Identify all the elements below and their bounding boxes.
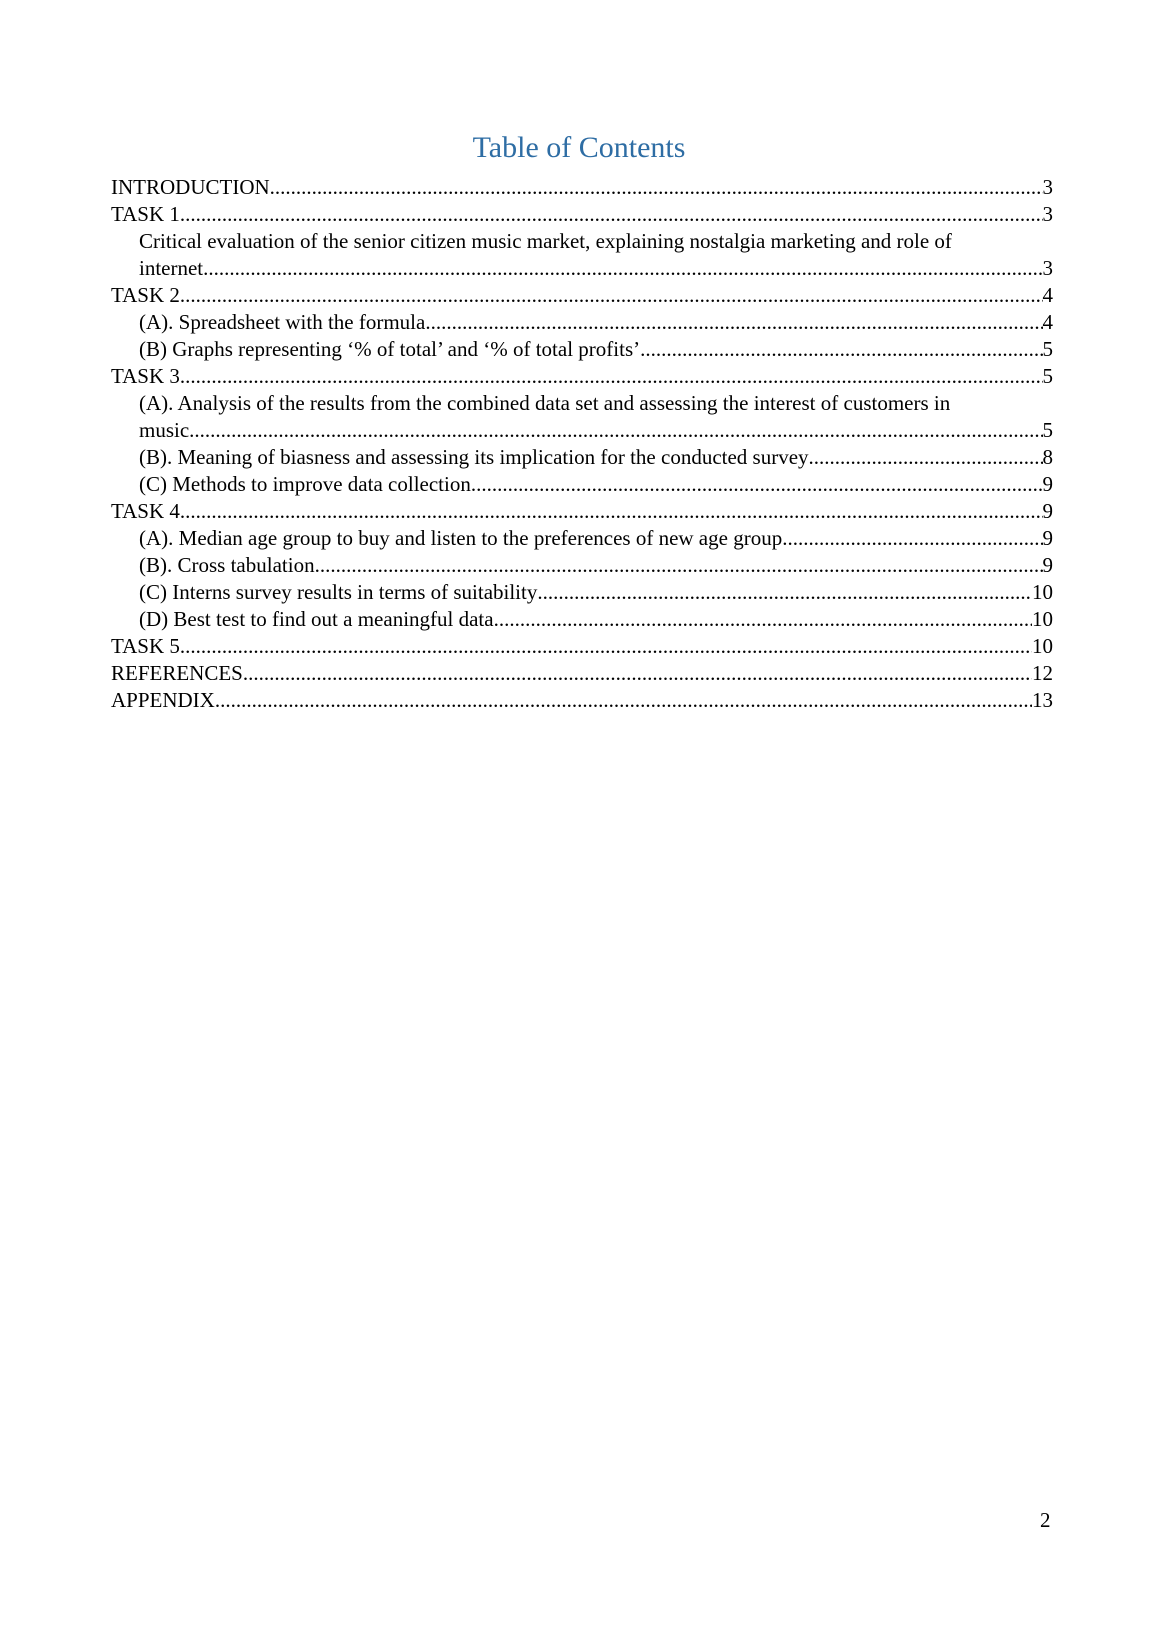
toc-entry-appendix[interactable] (111, 687, 1053, 714)
toc-entry-label: internet (139, 256, 204, 280)
toc-entry-critical-evaluation[interactable] (111, 228, 1053, 282)
toc-page-number: 4 (1042, 283, 1053, 307)
dot-leader (270, 174, 1043, 201)
dot-leader (215, 687, 1032, 714)
dot-leader (203, 255, 1042, 282)
toc-page-number: 5 (1042, 337, 1053, 361)
toc-entry-label: (A). Median age group to buy and listen to the preferences of new age group (139, 526, 783, 550)
toc-page-number: 5 (1042, 364, 1053, 388)
toc-entry-task-4[interactable] (111, 498, 1053, 525)
toc-entry-best-test[interactable] (111, 606, 1053, 633)
dot-leader (243, 660, 1032, 687)
toc-entry-analysis[interactable] (111, 390, 1053, 444)
toc-page-number: 10 (1032, 580, 1053, 604)
toc-entry-graphs[interactable] (111, 336, 1053, 363)
toc-title: Table of Contents (472, 131, 686, 164)
toc-page-number: 3 (1042, 256, 1053, 280)
dot-leader (315, 552, 1043, 579)
toc-entry-label: APPENDIX (111, 688, 215, 712)
toc-entry-task-2[interactable] (111, 282, 1053, 309)
page-number: 2 (1040, 1508, 1051, 1532)
toc-page-number: 9 (1042, 472, 1053, 496)
toc-entry-introduction[interactable] (111, 174, 1053, 201)
dot-leader (180, 282, 1043, 309)
dot-leader (180, 498, 1043, 525)
toc-entry-label: TASK 2 (111, 283, 180, 307)
toc-entry-task-5[interactable] (111, 633, 1053, 660)
toc-page-number: 10 (1032, 634, 1053, 658)
dot-leader (494, 606, 1032, 633)
toc-entry-interns-survey[interactable] (111, 579, 1053, 606)
dot-leader (180, 201, 1043, 228)
toc-entry-label: TASK 4 (111, 499, 180, 523)
toc-entry-label: (D) Best test to find out a meaningful data (139, 607, 494, 631)
toc-page-number: 3 (1042, 175, 1053, 199)
toc-page-number: 9 (1042, 499, 1053, 523)
toc-entry-biasness[interactable] (111, 444, 1053, 471)
dot-leader (471, 471, 1043, 498)
toc-entry-task-1[interactable] (111, 201, 1053, 228)
toc-entry-label: (C) Interns survey results in terms of suitability (139, 580, 538, 604)
toc-entry-task-3[interactable] (111, 363, 1053, 390)
toc-entry-label: (B). Meaning of biasness and assessing its implication for the conducted survey (139, 445, 809, 469)
toc-entry-label-line1: (A). Analysis of the results from the combined data set and assessing the interest of customers in (139, 391, 951, 415)
toc-entry-label: (A). Spreadsheet with the formula (139, 310, 426, 334)
dot-leader (782, 525, 1042, 552)
toc-entry-median-age[interactable] (111, 525, 1053, 552)
table-of-contents (111, 174, 1053, 714)
toc-entry-label: (B). Cross tabulation (139, 553, 315, 577)
toc-entry-cross-tabulation[interactable] (111, 552, 1053, 579)
toc-entry-label-line1: Critical evaluation of the senior citizen music market, explaining nostalgia marketing and role of (139, 229, 952, 253)
dot-leader (180, 633, 1032, 660)
toc-entry-label: (C) Methods to improve data collection (139, 472, 471, 496)
toc-entry-label: (B) Graphs representing ‘% of total’ and ‘% of total profits’ (139, 337, 641, 361)
toc-entry-label: INTRODUCTION (111, 175, 270, 199)
toc-page-number: 9 (1042, 526, 1053, 550)
toc-entry-references[interactable] (111, 660, 1053, 687)
toc-entry-methods[interactable] (111, 471, 1053, 498)
toc-page-number: 12 (1032, 661, 1053, 685)
toc-entry-label: TASK 5 (111, 634, 180, 658)
toc-entry-spreadsheet[interactable] (111, 309, 1053, 336)
toc-page-number: 9 (1042, 553, 1053, 577)
toc-entry-label: TASK 3 (111, 364, 180, 388)
toc-entry-label: REFERENCES (111, 661, 243, 685)
dot-leader (189, 417, 1042, 444)
toc-entry-label: TASK 1 (111, 202, 180, 226)
toc-entry-label: music (139, 418, 190, 442)
toc-page-number: 8 (1042, 445, 1053, 469)
toc-page-number: 5 (1042, 418, 1053, 442)
dot-leader (180, 363, 1043, 390)
dot-leader (425, 309, 1042, 336)
toc-page-number: 13 (1032, 688, 1053, 712)
toc-page-number: 3 (1042, 202, 1053, 226)
toc-page-number: 10 (1032, 607, 1053, 631)
dot-leader (640, 336, 1042, 363)
toc-page-number: 4 (1042, 310, 1053, 334)
dot-leader (809, 444, 1043, 471)
dot-leader (537, 579, 1032, 606)
